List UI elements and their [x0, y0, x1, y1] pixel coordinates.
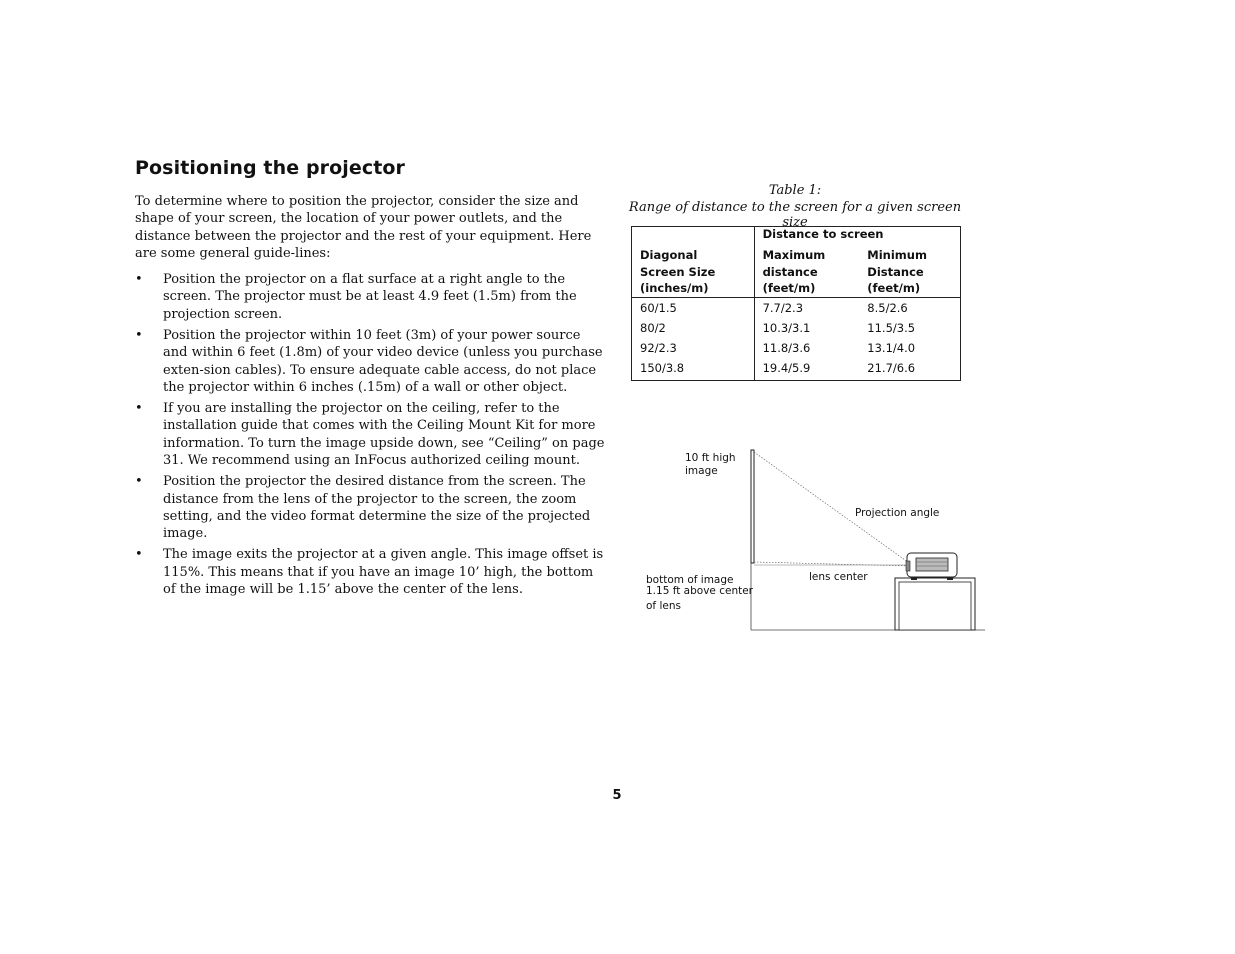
header-line: (feet/m) [867, 281, 921, 295]
list-item [135, 546, 605, 598]
table-row [632, 338, 961, 358]
header-line: Distance [867, 264, 924, 279]
bullet-glyph: • [135, 547, 143, 563]
list-item [135, 473, 605, 543]
table-cell: 11.8/3.6 [762, 340, 811, 355]
list-item-text: The image exits the projector at a given angle. This image offset is 115%. This means that if you have an image 10’ high, the bottom of the image will be 1.15’ above the center of the lens. [163, 547, 604, 598]
list-item [135, 327, 605, 397]
table-caption-number: Table 1: [768, 183, 822, 198]
list-item [135, 271, 605, 323]
table-cell: 19.4/5.9 [762, 360, 811, 375]
list-item [135, 400, 605, 470]
header-line: Diagonal [640, 248, 698, 262]
header-line: distance [762, 264, 818, 279]
table-cell: 13.1/4.0 [867, 340, 916, 355]
table-cell: 92/2.3 [632, 338, 755, 358]
bullet-glyph: • [135, 327, 143, 343]
projection-diagram [640, 445, 990, 635]
list-item-text: If you are installing the projector on the ceiling, refer to the installation guide that comes with the Ceiling Mount Kit for more information. To turn the image upside down, see “Ceiling” on page 31. We recommend using an InFocus authorized ceiling mount. [163, 401, 605, 469]
header-line: Minimum [867, 248, 927, 262]
label-image-word: image [685, 465, 718, 477]
table-header-row [632, 247, 961, 297]
table-cell: 7.7/2.3 [762, 300, 804, 315]
list-item-text: Position the projector within 10 feet (3m) of your power source and within 6 feet (1.8m) of your video device (unless you purchase exten-sion cables). To ensure adequate cable access, do not place the projector within 6 inches (.15m) of a wall or other object. [163, 327, 603, 396]
table-cell: 60/1.5 [632, 297, 755, 318]
bullet-glyph: • [135, 272, 143, 287]
table-stand-inner [899, 582, 971, 630]
label-bottom-offset: 1.15 ft above center [646, 585, 753, 597]
label-bottom-of-image: bottom of image [646, 574, 734, 586]
table-header-cell [632, 247, 755, 297]
label-projection-angle: Projection angle [855, 507, 940, 519]
label-lens-center: lens center [809, 571, 868, 583]
label-image-height: 10 ft high [685, 452, 736, 464]
table-header-cell [859, 247, 960, 297]
table-header-cell [632, 227, 755, 248]
projection-screen [751, 450, 754, 563]
table-cell: 11.5/3.5 [867, 320, 916, 335]
table-cell: 8.5/2.6 [867, 300, 908, 315]
table-caption-title: Range of distance to the screen for a given screen size [628, 200, 962, 230]
table-cell: 10.3/3.1 [762, 320, 811, 335]
table-group-header: Distance to screen [762, 227, 884, 241]
table-cell: 21.7/6.6 [867, 360, 916, 375]
header-line: Screen Size [640, 264, 716, 279]
table-cell: 80/2 [632, 318, 755, 338]
header-line: (inches/m) [640, 281, 709, 295]
table-row [632, 358, 961, 381]
header-line: (feet/m) [762, 281, 816, 295]
header-line: Maximum [762, 248, 826, 262]
table-header-cell [754, 247, 859, 297]
label-of-lens: of lens [646, 600, 681, 612]
page-number: 5 [612, 788, 622, 803]
bullet-glyph: • [135, 474, 143, 490]
list-item-text: Position the projector the desired distance from the screen. The distance from the lens of the projector to the screen, the zoom setting, and the video format determine the size of the projected image. [163, 474, 591, 542]
projector-icon [906, 553, 957, 580]
guideline-list [135, 271, 605, 602]
table-cell: 150/3.8 [632, 358, 755, 381]
distance-table [631, 226, 961, 381]
table-header-row [632, 227, 961, 248]
page-heading: Positioning the projector [135, 157, 406, 179]
intro-paragraph: To determine where to position the projector, consider the size and shape of your screen, the location of your power outlets, and the distance between the projector and the rest of your equipment. Here are some general guide-lines: [135, 194, 592, 262]
table-row [632, 297, 961, 318]
projection-ray-bottom [754, 562, 912, 566]
table-row [632, 318, 961, 338]
list-item-text: Position the projector on a flat surface at a right angle to the screen. The projector must be at least 4.9 feet (1.5m) from the projection screen. [163, 272, 577, 322]
bullet-glyph: • [135, 401, 143, 417]
